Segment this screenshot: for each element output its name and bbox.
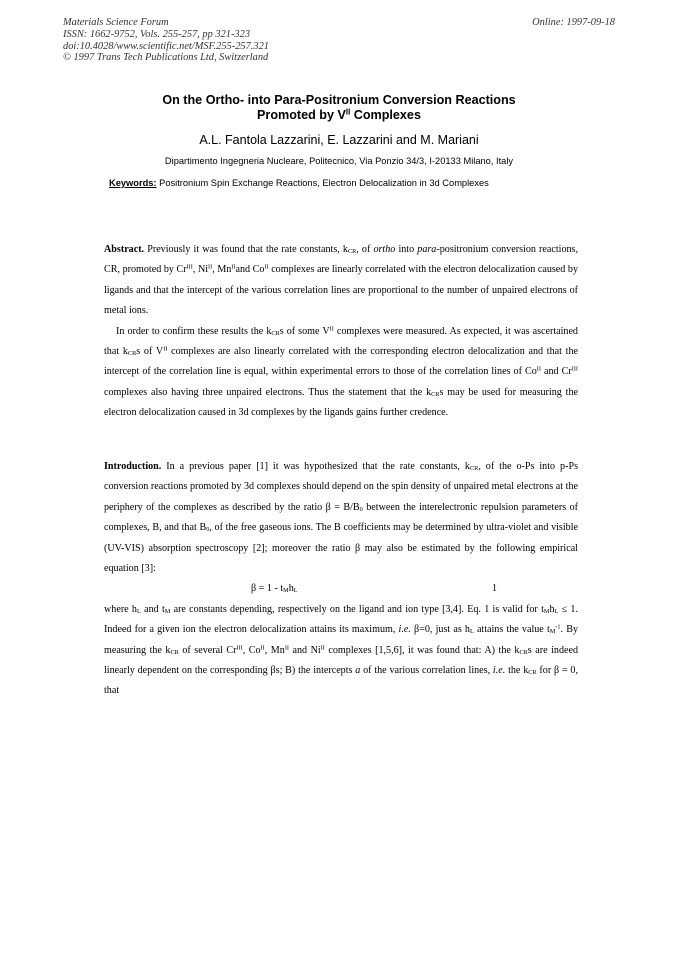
introduction-label: Introduction. bbox=[104, 461, 162, 472]
introduction-paragraph-2: where $h_L$ and $t_M$ are constants depending, respectively on the ligand and ion type [3,4]. Eq. 1 is valid for $t_Mh_L \le 1$. Indeed for a given ion the electron delocalization attains its maximum, i.e. β=0, just as $h_L$ attains the value $t_M^{-1}$. By measuring the $k_{CR}$ of several $Cr^{III}$, $Co^{II}$, $Mn^{II}$ and $Ni^{II}$ complexes [1,5,6], it was found that: A) the $k_{CR}s$ are indeed linearly dependent on the corresponding βs; B) the intercepts a of the various correlation lines, i.e. the $k_{CR}$ for β = 0, that bbox=[104, 603, 579, 697]
authors: A.L. Fantola Lazzarini, E. Lazzarini and M. Mariani bbox=[199, 133, 479, 147]
doi-line: doi:10.4028/www.scientific.net/MSF.255-257.321 bbox=[63, 40, 269, 52]
abstract-section bbox=[104, 240, 578, 424]
abstract-paragraph-1: Abstract. Previously it was found that the rate constants, $k_{CR}$, of ortho into para-positronium conversion reactions, CR, promoted by $Cr^{III}$, $Ni^{II}$, $Mn^{II}and$ $Co^{II}$ complexes are linearly correlated with the electron delocalization caused by ligands and that the intercept of the various correlation lines are proportional to the number of unpaired electrons of metal ions. bbox=[104, 244, 578, 317]
introduction-section bbox=[104, 457, 578, 702]
introduction-paragraph-1: Introduction. In a previous paper [1] it was hypothesized that the rate constants, $k_{CR}$, of the o-Ps into p-Ps conversion reactions promoted by 3d complexes should depend on the spin density of unpaired metal electrons at the periphery of the complexes as described by the ratio $\beta = B/B_0$ between the interelectronic repulsion parameters of complexes, B, and that $B_0$, of the free gaseous ions. The B coefficients may be determined by ultra-violet and visible (UV-VIS) absorption spectroscopy [2]; moreover the ratio β may also be estimated by the following empirical equation [3]: bbox=[104, 461, 578, 575]
title-line-2: Promoted by $V^{II}$ Complexes bbox=[257, 107, 421, 122]
paper-title bbox=[0, 93, 678, 123]
keywords-label: Keywords: bbox=[109, 178, 157, 188]
abstract-label: Abstract. bbox=[104, 244, 145, 255]
keywords-text: Positronium Spin Exchange Reactions, Electron Delocalization in 3d Complexes bbox=[156, 178, 489, 188]
equation-text: $\beta = 1 - t_Mh_L$ bbox=[251, 583, 298, 595]
equation-number: 1 bbox=[492, 583, 498, 595]
abstract-paragraph-2: In order to confirm these results the $k_{CR}s$ of some $V^{II}$ complexes were measured. As expected, it was ascertained that $k_{CR}s$ of $V^{II}$ complexes are also linearly correlated with the corresponding electron delocalization and that the intercept of the correlation line is equal, within experimental errors to those of the correlation lines of $Co^{II}$ and $Cr^{III}$ complexes also having three unpaired electrons. Thus the statement that the $k_{CR}s$ may be used for measuring the electron delocalization caused in 3d complexes by the ligands gains further credence. bbox=[104, 325, 578, 419]
online-date: Online: 1997-09-18 bbox=[532, 17, 615, 28]
equation-1 bbox=[104, 579, 578, 599]
issn-line: ISSN: 1662-9752, Vols. 255-257, pp 321-323 bbox=[63, 28, 251, 40]
title-line-1: On the Ortho- into Para-Positronium Conversion Reactions bbox=[162, 93, 516, 107]
keywords bbox=[109, 178, 629, 188]
copyright-line: © 1997 Trans Tech Publications Ltd, Switzerland bbox=[63, 52, 269, 64]
affiliation: Dipartimento Ingegneria Nucleare, Politecnico, Via Ponzio 34/3, I-20133 Milano, Italy bbox=[164, 156, 514, 166]
journal-header bbox=[63, 17, 269, 64]
journal-name: Materials Science Forum bbox=[63, 17, 169, 28]
